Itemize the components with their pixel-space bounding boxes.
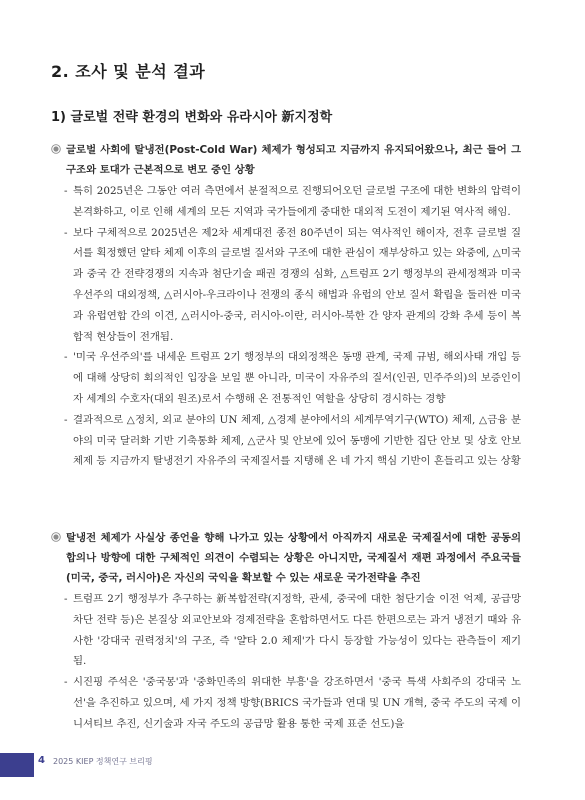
dash-marker: - xyxy=(64,676,68,689)
sub-item-text: 특히 2025년은 그동안 여러 측면에서 분절적으로 진행되어오던 글로벌 구조에 대한 변화의 압력이 본격화하고, 이로 인해 세계의 모든 지역과 국가들에게 중대한 대외적 도전이 제기된 역사적 해임. xyxy=(73,185,521,218)
dash-marker: - xyxy=(64,593,68,605)
sub-item-text: 시진핑 주석은 '중국몽'과 '중화민족의 위대한 부흥'을 강조하면서 '중국 특색 사회주의 강대국 노선'을 추진하고 있으며, 세 가지 정책 방향(BRICS 국가들과 연대 및 UN 개혁, 중국 주도의 국제 이니셔티브 추진, 신기술과 자국 주도의 공급망 활용 통한 국제 표준 선도)을 xyxy=(73,676,521,730)
dash-marker: - xyxy=(64,351,68,364)
footer-publication-title: 2025 KIEP 정책연구 브리핑 xyxy=(53,757,153,766)
bullet-circle-icon xyxy=(51,532,61,542)
dash-marker: - xyxy=(64,226,68,239)
dash-marker: - xyxy=(64,185,68,197)
footer-accent-bar xyxy=(0,753,34,777)
sub-item xyxy=(51,410,521,472)
bullet-point xyxy=(51,140,521,180)
section-heading: 2. 조사 및 분석 결과 xyxy=(51,62,206,81)
bullet-circle-icon xyxy=(51,144,61,154)
content-block-1 xyxy=(51,140,521,472)
sub-item xyxy=(51,181,521,223)
content-block-2 xyxy=(51,528,521,735)
sub-item-text: 결과적으로 △정치, 외교 분야의 UN 체제, △경제 분야에서의 세계무역기구(WTO) 체제, △금융 분야의 미국 달러화 기반 기축통화 체제, △군사 및 안보에 있어 동맹에 기반한 집단 안보 및 상호 안보 체제 등 지금까지 탈냉전기 자유주의 국제질서를 지탱해 온 네 가지 핵심 기반이 흔들리고 있는 상황 xyxy=(73,413,521,468)
bullet-text: 글로벌 사회에 탈냉전(Post-Cold War) 체제가 형성되고 지금까지 유지되어왔으나, 최근 들어 그 구조와 토대가 근본적으로 변모 중인 상황 xyxy=(66,144,521,176)
sub-item xyxy=(51,223,521,348)
sub-item-list xyxy=(51,589,521,735)
sub-item-text: 보다 구체적으로 2025년은 제2차 세계대전 종전 80주년이 되는 역사적인 해이자, 전후 글로벌 질서를 획정했던 얄타 체제 이후의 글로벌 질서와 구조에 대한 관심이 재부상하고 있는 와중에, △미국과 중국 간 전략경쟁의 지속과 첨단기술 패권 경쟁의 심화, △트럼프 2기 행정부의 관세정책과 미국 우선주의 대외정책, △러시아-우크라이나 전쟁의 종식 해법과 유럽의 안보 질서 확립을 둘러싼 미국과 유럽연합 간의 이견, △러시아-중국, 러시아-이란, 러시아-북한 간 양자 관계의 강화 추세 등이 복합적 현상들이 전개됨. xyxy=(73,226,521,343)
subsection-heading: 1) 글로벌 전략 환경의 변화와 유라시아 新지정학 xyxy=(51,110,333,125)
sub-item xyxy=(51,589,521,672)
sub-item xyxy=(51,672,521,734)
sub-item xyxy=(51,347,521,409)
page-number: 4 xyxy=(38,755,45,766)
sub-item-text: 트럼프 2기 행정부가 추구하는 新복합전략(지정학, 관세, 중국에 대한 첨단기술 이전 억제, 공급망 차단 전략 등)은 본질상 외교안보와 경제전략을 혼합하면서도 다른 한편으로는 과거 냉전기 때와 유사한 '강대국 권력정치'의 구조, 즉 '얄타 2.0 체제'가 다시 등장할 가능성이 있다는 관측들이 제기됨. xyxy=(73,593,521,668)
sub-item-text: '미국 우선주의'를 내세운 트럼프 2기 행정부의 대외정책은 동맹 관계, 국제 규범, 해외사태 개입 등에 대해 상당히 회의적인 입장을 보일 뿐 아니라, 미국이 자유주의 질서(인권, 민주주의)의 보증인이자 세계의 수호자(대외 원조)로서 수행해 온 전통적인 역할을 상당히 경시하는 경향 xyxy=(73,351,521,405)
bullet-text: 탈냉전 체제가 사실상 종언을 향해 나가고 있는 상황에서 아직까지 새로운 국제질서에 대한 공동의 합의나 방향에 대한 구체적인 의견이 수렴되는 상황은 아니지만, 국제질서 재편 과정에서 주요국들(미국, 중국, 러시아)은 자신의 국익을 확보할 수 있는 새로운 국가전략을 추진 xyxy=(66,532,521,584)
dash-marker: - xyxy=(64,413,68,426)
sub-item-list xyxy=(51,181,521,472)
bullet-point xyxy=(51,528,521,588)
